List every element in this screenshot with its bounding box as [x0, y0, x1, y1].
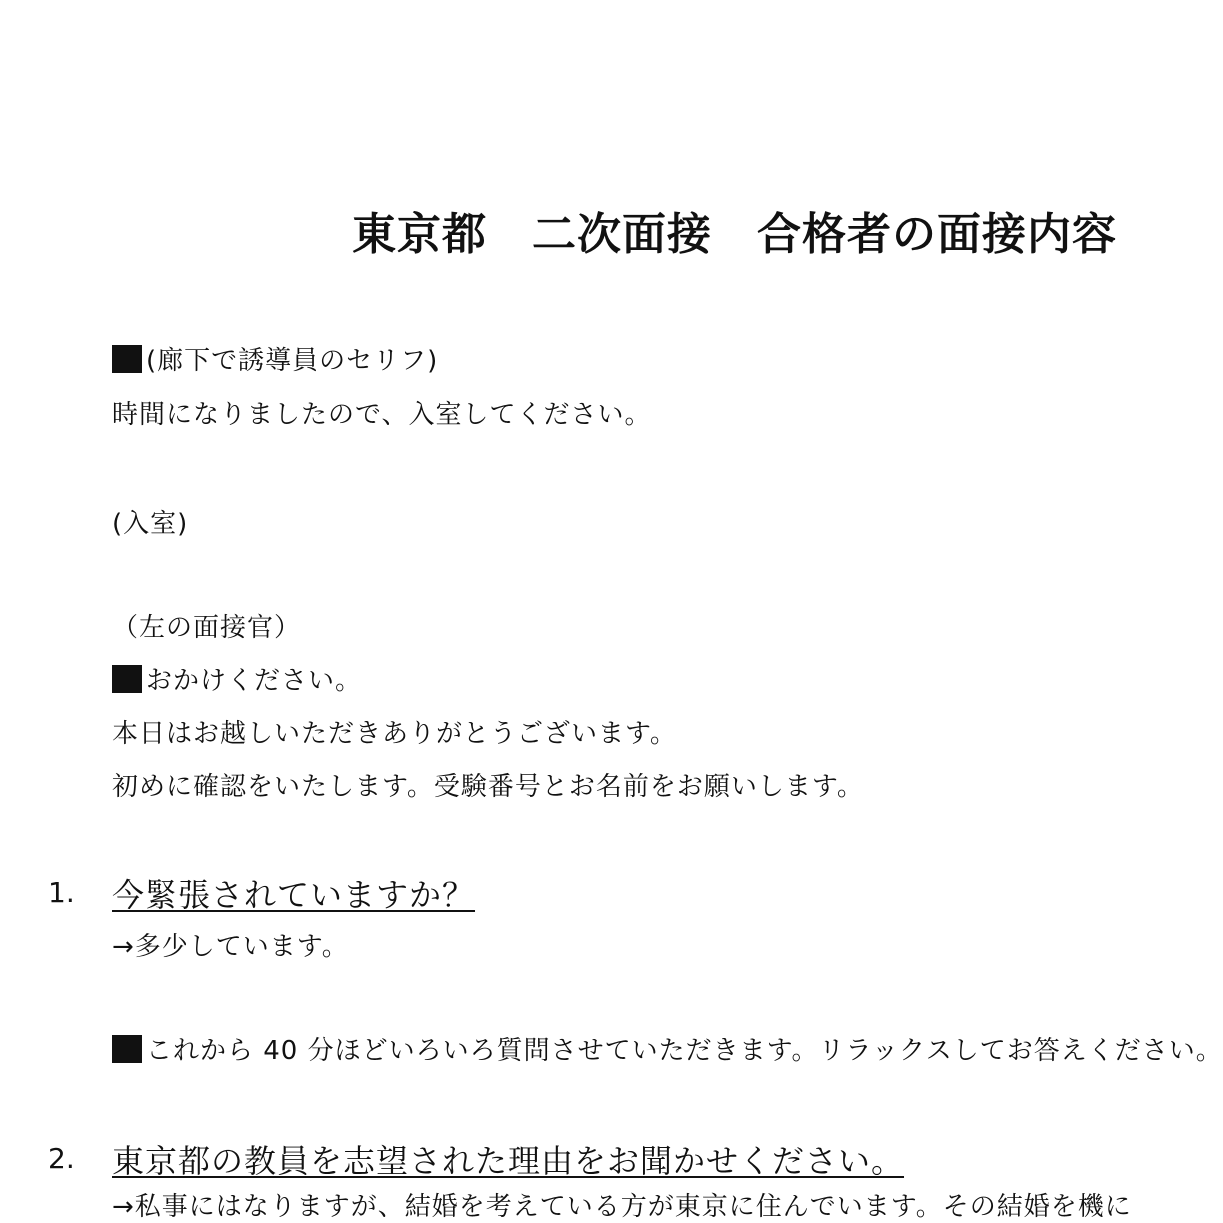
question-1-number: 1.: [48, 876, 75, 909]
document-title: 東京都 二次面接 合格者の面接内容: [352, 209, 1117, 260]
confirm-line: 初めに確認をいたします。受験番号とお名前をお願いします。: [112, 772, 864, 802]
black-square-bullet-icon: [112, 665, 142, 693]
question-1-text: 今緊張されていますか？: [112, 876, 476, 914]
question-2-text: 東京都の教員を志望された理由をお聞かせください。: [112, 1142, 905, 1180]
left-interviewer-label: （左の面接官）: [112, 613, 302, 643]
black-square-bullet-icon: [112, 345, 142, 373]
thanks-line: 本日はお越しいただきありがとうございます。: [112, 719, 677, 749]
relax-text: これから 40 分ほどいろいろ質問させていただきます。リラックスしてお答えください。: [146, 1036, 1223, 1066]
question-1-answer: →多少しています。: [112, 932, 349, 962]
relax-line: [112, 1030, 1223, 1067]
enter-prompt: 時間になりましたので、入室してください。: [112, 400, 652, 430]
question-2-number: 2.: [48, 1142, 75, 1175]
hallway-heading: (廊下で誘導員のセリフ): [146, 346, 439, 376]
please-sit-line: [112, 660, 362, 697]
question-2-answer: →私事にはなりますが、結婚を考えている方が東京に住んでいます。その結婚を機に: [112, 1192, 1132, 1222]
enter-note: (入室): [112, 509, 189, 539]
please-sit-text: おかけください。: [146, 666, 363, 696]
hallway-heading-line: [112, 340, 438, 377]
black-square-bullet-icon: [112, 1035, 142, 1063]
